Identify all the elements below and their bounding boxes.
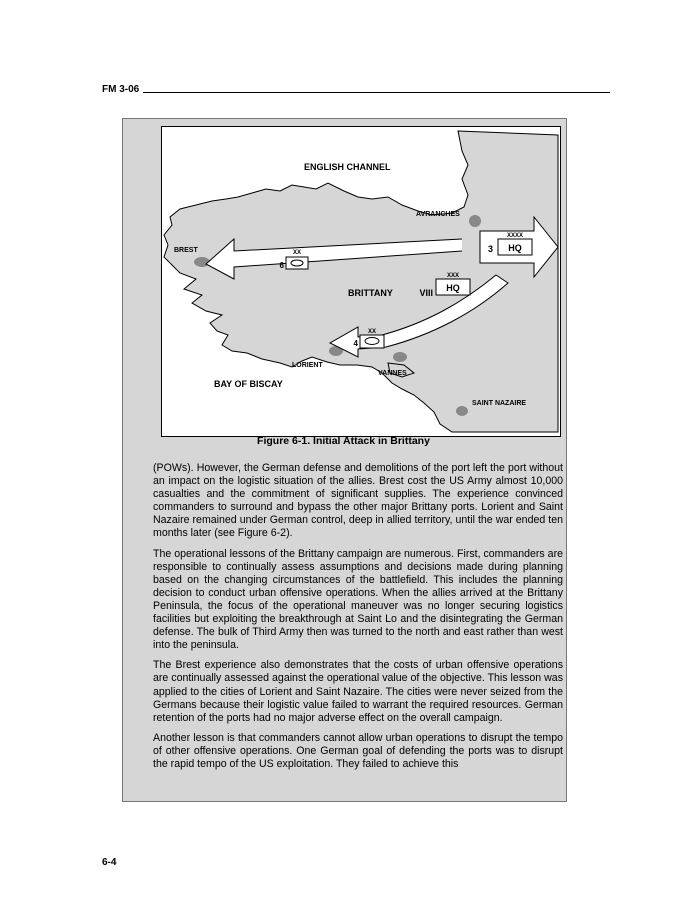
paragraph: Another lesson is that commanders cannot allow urban operations to disrupt the tempo of other offensive operations. One German goal of defending the ports was to disrupt the rapid tempo of the US exploitation. They failed to achieve this — [153, 731, 563, 770]
page-number: 6-4 — [102, 857, 117, 868]
label-brest: BREST — [174, 247, 198, 254]
division-4-number: 4 — [353, 339, 358, 348]
avranches-city-marker — [469, 215, 481, 227]
division-6-number: 6 — [279, 261, 284, 270]
division-6-echelon: XX — [292, 250, 302, 256]
brittany-map — [161, 126, 561, 437]
label-bay-of-biscay: BAY OF BISCAY — [214, 379, 283, 389]
division-4-echelon: XX — [367, 329, 377, 335]
manual-id: FM 3-06 — [102, 84, 140, 95]
saint-nazaire-city-marker — [456, 406, 468, 416]
label-lorient: LORIENT — [292, 362, 323, 369]
map-graphic — [162, 127, 560, 436]
figure-caption: Figure 6-1. Initial Attack in Brittany — [257, 435, 430, 447]
label-avranches: AVRANCHES — [416, 211, 460, 218]
label-saint-nazaire: SAINT NAZAIRE — [472, 400, 527, 407]
paragraph: (POWs). However, the German defense and demolitions of the port left the port without an impact on the logistic situation of the allies. Brest cost the US Army almost 10,000 casualties and the commitment of significant supplies. The experience convinced commanders to surround and bypass the other major Brittany ports. Lorient and Saint Nazaire remained under German control, deep in allied territory, until the war ended ten months later (see Figure 6-2). — [153, 462, 563, 540]
header-rule — [143, 92, 610, 93]
army-number: 3 — [487, 244, 493, 254]
body-text — [153, 462, 563, 778]
label-vannes: VANNES — [378, 370, 407, 377]
army-label: HQ — [508, 243, 522, 253]
corps-label: HQ — [446, 283, 460, 293]
label-english-channel: ENGLISH CHANNEL — [304, 162, 391, 172]
corps-number: VIII — [419, 288, 433, 298]
vannes-city-marker — [393, 352, 407, 362]
army-echelon: XXXX — [506, 233, 524, 239]
label-brittany: BRITTANY — [348, 288, 393, 298]
corps-echelon: XXX — [446, 273, 460, 279]
paragraph: The operational lessons of the Brittany campaign are numerous. First, commanders are responsible to continually assess assumptions and decisions made during planning based on the changing circumstances of the battlefield. This includes the planning decision to conduct urban offensive operations. When the allies arrived at the Brittany Peninsula, the focus of the operational maneuver was no longer securing logistics facilities but exploiting the breakthrough at Saint Lo and the disintegrating the German defense. The bulk of Third Army then was turned to the north and east rather than west into the peninsula. — [153, 547, 563, 652]
paragraph: The Brest experience also demonstrates that the costs of urban offensive operations are continually assessed against the operational value of the objective. This lesson was applied to the cities of Lorient and Saint Nazaire. The cities were never seized from the Germans because their logistic value failed to warrant the required resources. German retention of the ports had no major adverse effect on the overall campaign. — [153, 659, 563, 724]
